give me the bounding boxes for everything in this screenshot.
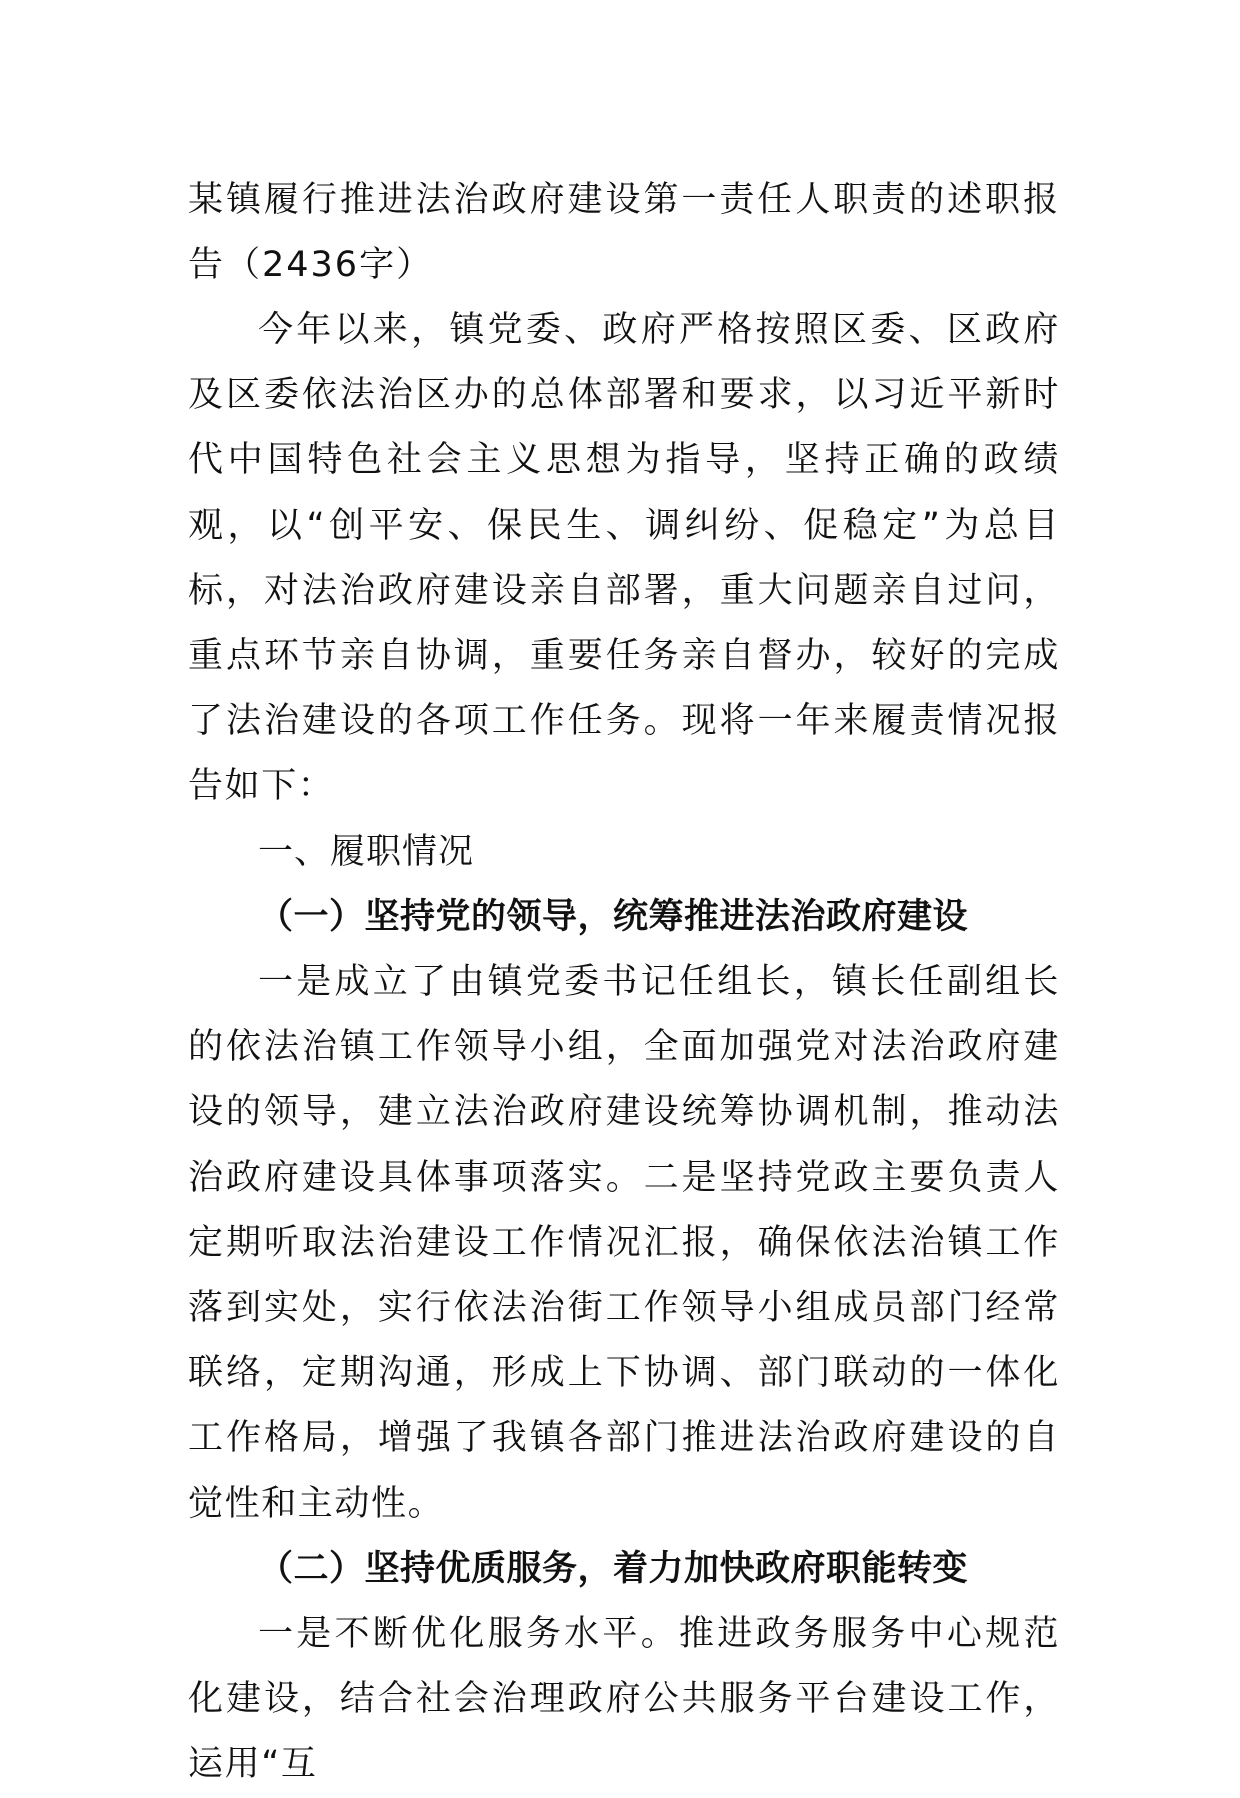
- intro-paragraph: 今年以来，镇党委、政府严格按照区委、区政府及区委依法治区办的总体部署和要求，以习近平新时代中国特色社会主义思想为指导，坚持正确的政绩观，以“创平安、保民生、调纠纷、促稳定”为总目标，对法治政府建设亲自部署，重大问题亲自过问，重点环节亲自协调，重要任务亲自督办，较好的完成了法治建设的各项工作任务。现将一年来履责情况报告如下：: [188, 310, 1060, 807]
- subsection-heading-party-leadership: （一）坚持党的领导，统筹推进法治政府建设: [258, 896, 969, 937]
- subsection-body-quality-service: 一是不断优化服务水平。推进政务服务中心规范化建设，结合社会治理政府公共服务平台建设工作，运用“互: [188, 1614, 1060, 1785]
- document-title: 某镇履行推进法治政府建设第一责任人职责的述职报告（2436字）: [188, 180, 1060, 285]
- section-heading-performance: 一、履职情况: [258, 831, 475, 872]
- subsection-heading-quality-service: （二）坚持优质服务，着力加快政府职能转变: [258, 1548, 969, 1589]
- document-body: [188, 168, 1060, 1798]
- subsection-body-party-leadership: 一是成立了由镇党委书记任组长，镇长任副组长的依法治镇工作领导小组，全面加强党对法治政府建设的领导，建立法治政府建设统筹协调机制，推动法治政府建设具体事项落实。二是坚持党政主要负责人定期听取法治建设工作情况汇报，确保依法治镇工作落到实处，实行依法治街工作领导小组成员部门经常联络，定期沟通，形成上下协调、部门联动的一体化工作格局，增强了我镇各部门推进法治政府建设的自觉性和主动性。: [188, 962, 1060, 1524]
